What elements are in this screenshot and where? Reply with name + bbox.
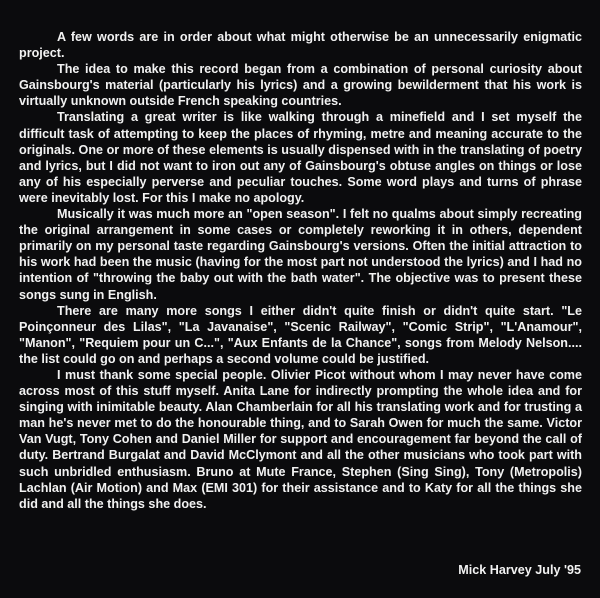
paragraph-idea: The idea to make this record began from a combination of personal curiosity about Gainsbourg's material (particularly his lyrics) and a growing bewilderment that his work is virtually unknown outside French speaking countries. <box>19 62 582 109</box>
paragraph-intro: A few words are in order about what might otherwise be an unnecessarily enigmatic project. <box>19 30 582 61</box>
paragraph-translating: Translating a great writer is like walking through a minefield and I set myself the difficult task of attempting to keep the places of rhyming, metre and meaning accurate to the originals. One or more of these elements is usually dispensed with in the translating of poetry and lyrics, but I did not want to iron out any of Gainsbourg's obtuse angles on things or lose any of his especially perverse and peculiar touches. Some word plays and turns of phrase were inevitably lost. For this I make no apology. <box>19 110 582 205</box>
paragraph-musically: Musically it was much more an "open season". I felt no qualms about simply recreating the original arrangement in some cases or completely reworking it in others, dependent primarily on my personal taste regarding Gainsbourg's versions. Often the initial attraction to his work had been the music (having for the most part not understood the lyrics) and I had no intention of "throwing the baby out with the bath water". The objective was to present these songs sung in English. <box>19 207 582 302</box>
liner-notes-body <box>19 29 582 512</box>
signature: Mick Harvey July '95 <box>458 563 581 577</box>
paragraph-thanks: I must thank some special people. Olivier Picot without whom I may never have come across most of this stuff myself. Anita Lane for indirectly prompting the whole idea and for singing with inimitable beauty. Alan Chamberlain for all his translating work and for trusting a man he's never met to do the honourable thing, and to Sarah Owen for much the same. Victor Van Vugt, Tony Cohen and Daniel Miller for support and encouragement far beyond the call of duty. Bertrand Burgalat and David McClymont and all the other musicians who took part with such unbridled enthusiasm. Bruno at Mute France, Stephen (Sing Sing), Tony (Metropolis) Lachlan (Air Motion) and Max (EMI 301) for their assistance and to Katy for all the things she did and all the things she does. <box>19 367 582 511</box>
paragraph-more-songs: There are many more songs I either didn't quite finish or didn't quite start. "Le Poinçonneur des Lilas", "La Javanaise", "Scenic Railway", "Comic Strip", "L'Anamour", "Manon", "Requiem pour un C...", "Aux Enfants de la Chance", songs from Melody Nelson.... the list could go on and perhaps a second volume could be justified. <box>19 303 582 366</box>
